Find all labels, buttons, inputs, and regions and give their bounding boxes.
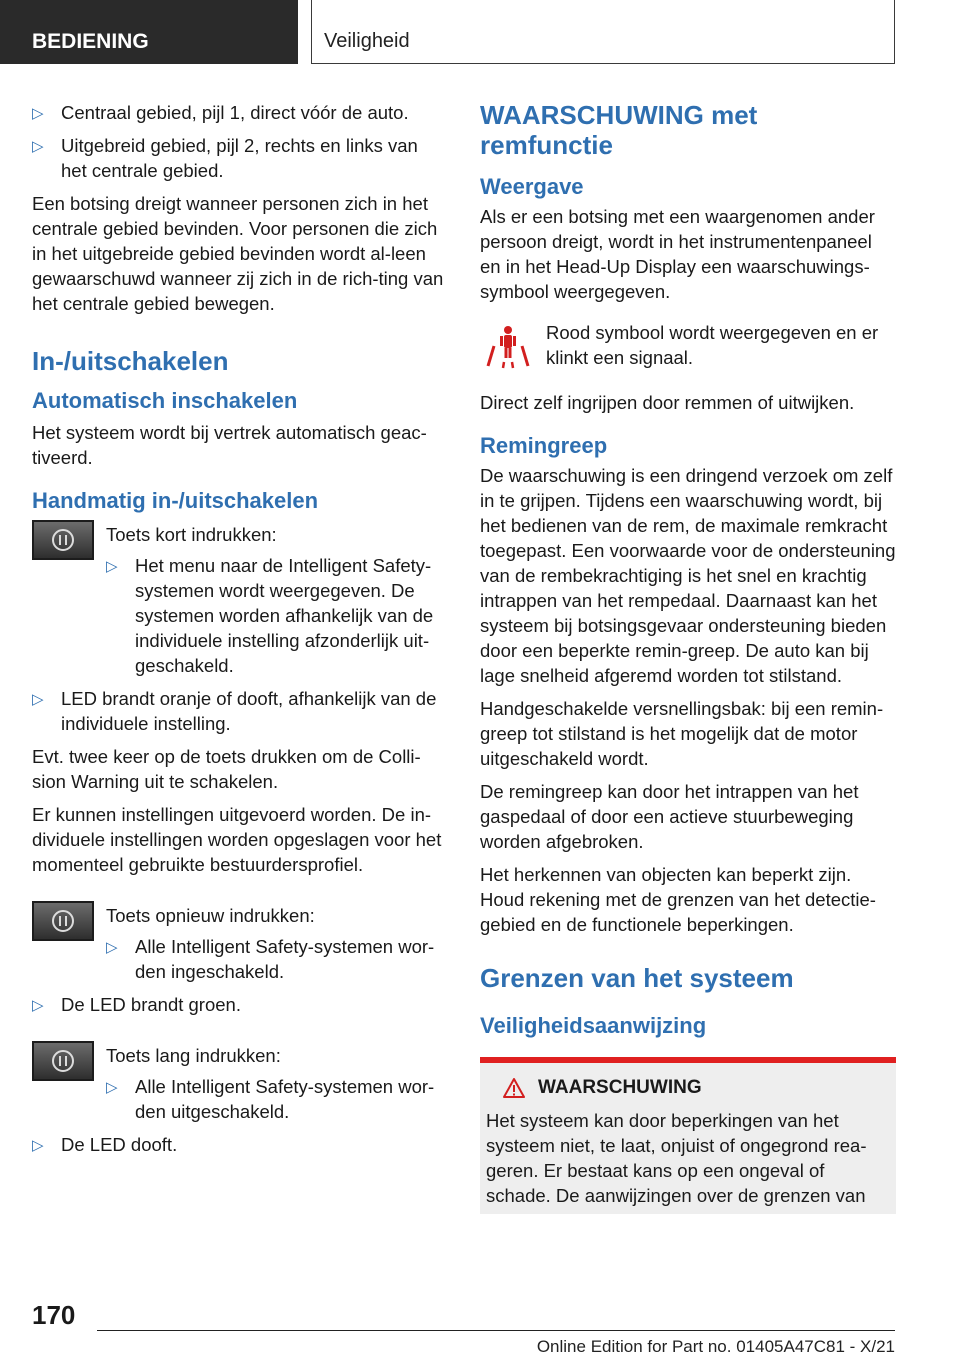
list-item [32, 686, 448, 736]
list-item-text: Centraal gebied, pijl 1, direct vóór de auto. [61, 102, 409, 123]
triangle-bullet-icon: ▷ [32, 691, 44, 708]
paragraph: Het systeem wordt bij vertrek automatisch geac-tiveerd. [32, 422, 427, 468]
warning-text: Het systeem kan door beperkingen van het systeem niet, te laat, onjuist of ongegrond rea-geren. Er bestaat kans op een ongeval of schade. De aanwijzingen over de grenzen van [486, 1110, 867, 1206]
warning-title [486, 1075, 890, 1100]
paragraph: Als er een botsing met een waargenomen ander persoon dreigt, wordt in het instrumentenpaneel en in het Head-Up Display een waarschuwings-symbool weergegeven. [480, 206, 875, 302]
paragraph: Er kunnen instellingen uitgevoerd worden. De in-dividuele instellingen worden opgeslagen voor het momenteel gebruikte bestuurdersprofiel. [32, 804, 442, 875]
footer-divider [97, 1330, 895, 1331]
paragraph: Een botsing dreigt wanneer personen zich in het centrale gebied bevinden. Voor personen die zich in het uitgebreide gebied bevinden wordt al-leen gewaarschuwd wanneer zij zich in de rich-ting van het centrale gebied bewegen. [32, 193, 444, 314]
paragraph: De waarschuwing is een dringend verzoek om zelf in te grijpen. Tijdens een waarschuwing wordt, bij het bedienen van de rem, de maximale remkracht toegepast. Een voorwaarde voor de ondersteuning van de rembekrachtiging is het snel en krachtig intrappen van het rempedaal. Daarnaast kan het systeem bij botsingsgevaar ondersteuning bieden door een beperkte remin-greep. De auto kan bij lage snelheid afgeremd worden tot stilstand. [480, 465, 896, 686]
triangle-bullet-icon: ▷ [106, 939, 118, 956]
heading-brake: Remingreep [480, 433, 608, 458]
safety-button-icon [32, 520, 94, 560]
right-column [480, 100, 896, 1214]
triangle-bullet-icon: ▷ [32, 1137, 44, 1154]
list-item [32, 133, 448, 183]
heading-onoff: In-/uitschakelen [32, 346, 229, 376]
heading-display: Weergave [480, 174, 584, 199]
list-item-text: Alle Intelligent Safety-systemen wor-den uitgeschakeld. [135, 1076, 435, 1122]
key-instruction-text: Toets opnieuw indrukken: [106, 905, 315, 926]
safety-button-icon [32, 901, 94, 941]
key-instruction [32, 903, 448, 984]
triangle-bullet-icon: ▷ [106, 558, 118, 575]
paragraph: De remingreep kan door het intrappen van het gaspedaal of door een actieve stuurbeweging worden afgebroken. [480, 781, 859, 852]
header-subsection: Veiligheid [324, 30, 410, 52]
triangle-bullet-icon: ▷ [32, 105, 44, 122]
triangle-bullet-icon: ▷ [32, 138, 44, 155]
key-instruction [32, 522, 448, 678]
triangle-bullet-icon: ▷ [106, 1079, 118, 1096]
paragraph: Direct zelf ingrijpen door remmen of uitwijken. [480, 392, 855, 413]
warning-box [480, 1057, 896, 1214]
list-item [32, 992, 448, 1017]
warning-title-text: WAARSCHUWING [538, 1077, 702, 1098]
list-item-text: Uitgebreid gebied, pijl 2, rechts en links van het centrale gebied. [61, 135, 418, 181]
warning-triangle-icon [502, 1077, 526, 1099]
key-instruction-text: Toets lang indrukken: [106, 1045, 281, 1066]
heading-auto: Automatisch inschakelen [32, 388, 298, 413]
paragraph: Handgeschakelde versnellingsbak: bij een remin-greep tot stilstand is het mogelijk dat de motor uitgeschakeld wordt. [480, 698, 884, 769]
list-item [106, 934, 448, 984]
key-instruction-text: Toets kort indrukken: [106, 524, 277, 545]
list-item-text: Alle Intelligent Safety-systemen wor-den ingeschakeld. [135, 936, 435, 982]
paragraph: Evt. twee keer op de toets drukken om de Colli-sion Warning uit te schakelen. [32, 746, 421, 792]
key-instruction [32, 1043, 448, 1124]
footer-edition: Online Edition for Part no. 01405A47C81 - X/21 [536, 1337, 895, 1356]
left-column [32, 100, 448, 1165]
heading-limits: Grenzen van het systeem [480, 963, 794, 993]
header-subsection-box [311, 0, 895, 64]
list-item [106, 553, 448, 678]
heading-manual: Handmatig in-/uitschakelen [32, 488, 319, 513]
list-item-text: De LED brandt groen. [61, 994, 241, 1015]
page-number: 170 [32, 1300, 76, 1330]
safety-button-icon [32, 1041, 94, 1081]
header-section: BEDIENING [0, 0, 298, 64]
list-item-text: LED brandt oranje of dooft, afhankelijk van de individuele instelling. [61, 688, 437, 734]
list-item [32, 1132, 448, 1157]
triangle-bullet-icon: ▷ [32, 997, 44, 1014]
symbol-text: Rood symbool wordt weergegeven en er klinkt een signaal. [546, 322, 879, 368]
heading-main: WAARSCHUWING met remfunctie [480, 100, 758, 160]
pedestrian-warning-icon [480, 316, 536, 372]
heading-safety: Veiligheidsaanwijzing [480, 1013, 707, 1038]
list-item-text: Het menu naar de Intelligent Safety-systemen wordt weergegeven. De systemen worden afhankelijk van de individuele instelling afzonderlijk uit-geschakeld. [135, 555, 434, 676]
list-item-text: De LED dooft. [61, 1134, 178, 1155]
list-item [32, 100, 448, 125]
paragraph: Het herkennen van objecten kan beperkt zijn. Houd rekening met de grenzen van het detectie-gebied en de functionele beperkingen. [480, 864, 876, 935]
list-item [106, 1074, 448, 1124]
symbol-row [480, 320, 896, 380]
